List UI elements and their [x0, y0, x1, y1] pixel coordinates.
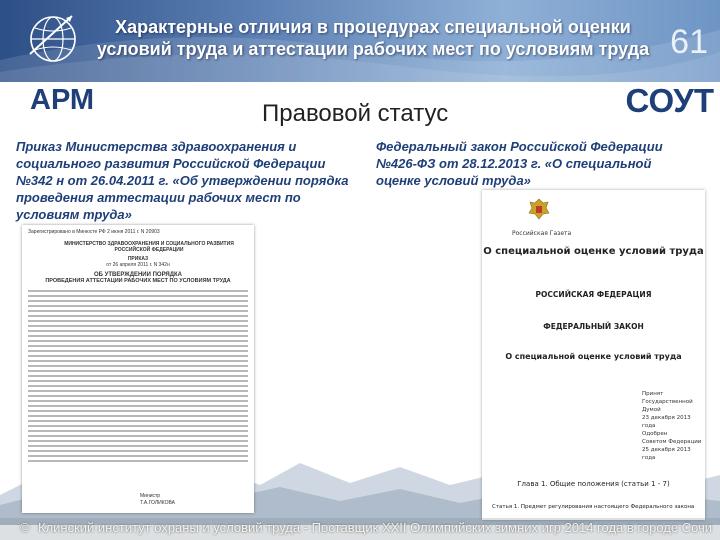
footer-text: Клинский институт охраны и условий труда - Поставщик XXII Олимпийских зимних игр 2014 года в городе Сочи [38, 520, 713, 535]
slide-header [0, 0, 720, 82]
right-doc-adopted: Принят Государственной Думой 23 декабря 2013 года [642, 391, 693, 429]
russian-emblem-icon [526, 196, 552, 222]
right-doc-country: РОССИЙСКАЯ ФЕДЕРАЦИЯ [535, 290, 652, 299]
right-doc-law-title: О специальной оценке условий труда [505, 352, 682, 361]
globe-logo-icon [22, 8, 84, 70]
right-doc-title: О специальной оценке условий труда [483, 246, 704, 257]
left-document-thumbnail [22, 225, 254, 513]
doc-order-date: от 26 апреля 2011 г. N 342н [106, 262, 170, 268]
label-sout: СОУТ [625, 82, 714, 119]
doc-ministry: МИНИСТЕРСТВО ЗДРАВООХРАНЕНИЯ И СОЦИАЛЬНОГО РАЗВИТИЯ РОССИЙСКОЙ ФЕДЕРАЦИИ [64, 241, 234, 253]
slide-title [88, 16, 658, 60]
slide-title-line-1: Характерные отличия в процедурах специальной оценки [115, 17, 631, 37]
label-legal-status: Правовой статус [262, 100, 449, 127]
left-description: Приказ Министерства здравоохранения и социального развития Российской Федерации №342 н от 26.04.2011 г. «Об утверждении порядка проведения аттестации рабочих мест по условиям труда» [16, 139, 349, 222]
doc-reg-line: Зарегистрировано в Минюсте РФ 2 июня 2011 г. N 20903 [28, 229, 160, 235]
doc-body-text [22, 290, 254, 462]
right-doc-publisher: Российская Газета [512, 230, 572, 237]
right-document-thumbnail [482, 190, 705, 520]
doc-signature-role: Министр [140, 493, 161, 499]
doc-heading-2: ПРОВЕДЕНИЯ АТТЕСТАЦИИ РАБОЧИХ МЕСТ ПО УСЛОВИЯМ ТРУДА [45, 278, 231, 284]
right-doc-law-type: ФЕДЕРАЛЬНЫЙ ЗАКОН [543, 322, 644, 331]
label-apm: АРМ [30, 84, 95, 116]
copyright-icon: © [20, 520, 30, 535]
doc-order: ПРИКАЗ [127, 256, 149, 262]
right-doc-chapter: Глава 1. Общие положения (статьи 1 - 7) [517, 480, 670, 488]
doc-heading-1: ОБ УТВЕРЖДЕНИИ ПОРЯДКА [93, 272, 183, 278]
right-doc-approved: Одобрен Советом Федерации 25 декабря 2013 года [642, 431, 702, 461]
right-doc-article: Статья 1. Предмет регулирования настоящего Федерального закона [492, 504, 695, 510]
right-description: Федеральный закон Российской Федерации №426-ФЗ от 28.12.2013 г. «О специальной оценке условий труда» [376, 139, 663, 188]
slide-number: 61 [670, 23, 708, 61]
doc-signature-name: Т.А.ГОЛИКОВА [140, 500, 175, 506]
slide-title-line-2: условий труда и аттестации рабочих мест по условиям труда [96, 39, 650, 59]
